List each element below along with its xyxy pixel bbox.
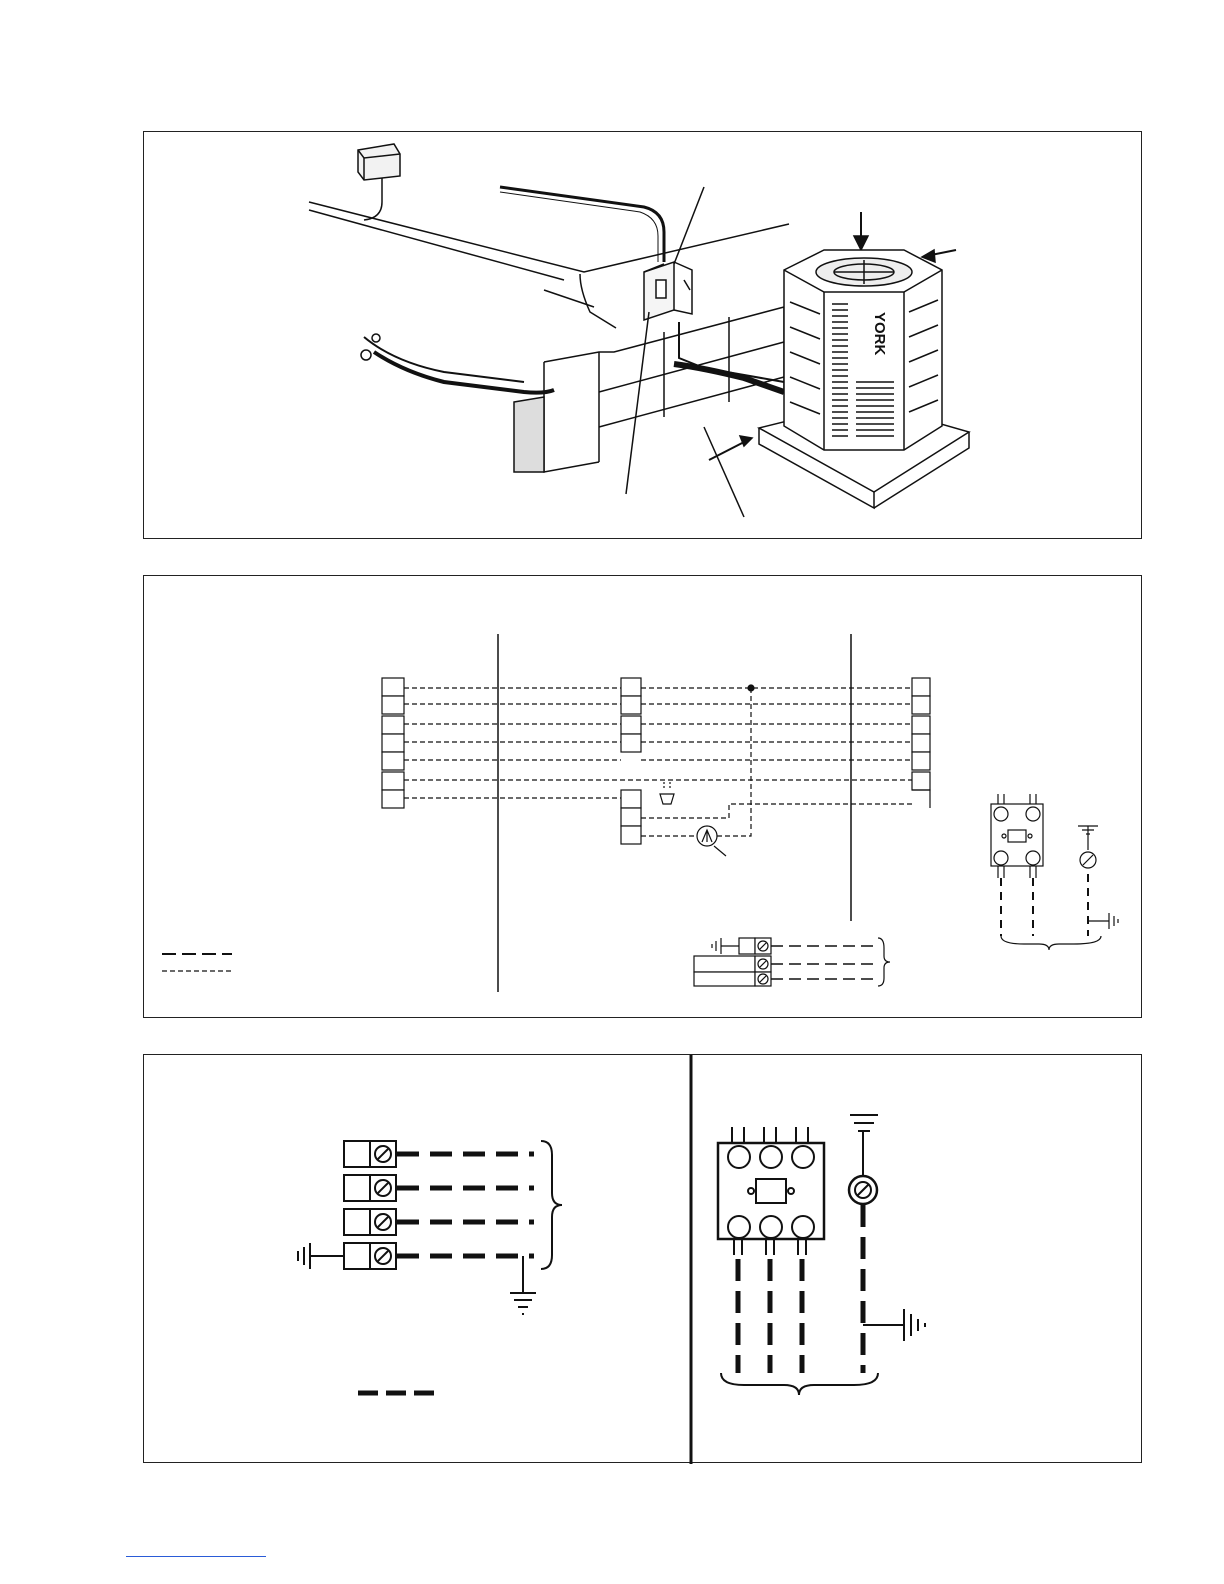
plug-icon — [660, 782, 674, 804]
footer-rule — [126, 1556, 266, 1557]
ground-lug-icon — [1080, 852, 1096, 868]
ground-symbol-icon — [510, 1256, 536, 1314]
brace-icon — [878, 938, 890, 986]
terminal-block-icon — [912, 678, 930, 808]
brand-label: YORK — [871, 312, 888, 356]
installation-panel — [143, 131, 1142, 539]
ground-lug-icon — [849, 1176, 877, 1204]
ground-symbol-icon — [850, 1115, 878, 1175]
wiring-diagram — [144, 576, 1143, 1019]
terminal-block-icon — [621, 678, 641, 844]
terminal-block-icon — [344, 1141, 396, 1269]
power-panel — [143, 1054, 1142, 1463]
brace-icon — [721, 1373, 878, 1395]
thermostat-icon — [358, 144, 400, 220]
installation-illustration — [144, 132, 1143, 540]
brace-icon — [541, 1141, 562, 1269]
power-wiring-diagram — [144, 1055, 1143, 1464]
disconnect-switch-icon — [644, 262, 692, 320]
ground-symbol-icon — [1078, 826, 1098, 850]
terminal-block-icon — [694, 938, 771, 986]
condenser-unit-icon — [784, 250, 942, 450]
pressure-switch-icon — [697, 826, 726, 856]
line-legend — [162, 954, 232, 971]
brace-icon — [1001, 936, 1101, 950]
wiring-panel — [143, 575, 1142, 1018]
contactor-icon — [718, 1127, 824, 1255]
terminal-block-icon — [382, 678, 404, 808]
contactor-icon — [991, 794, 1043, 878]
